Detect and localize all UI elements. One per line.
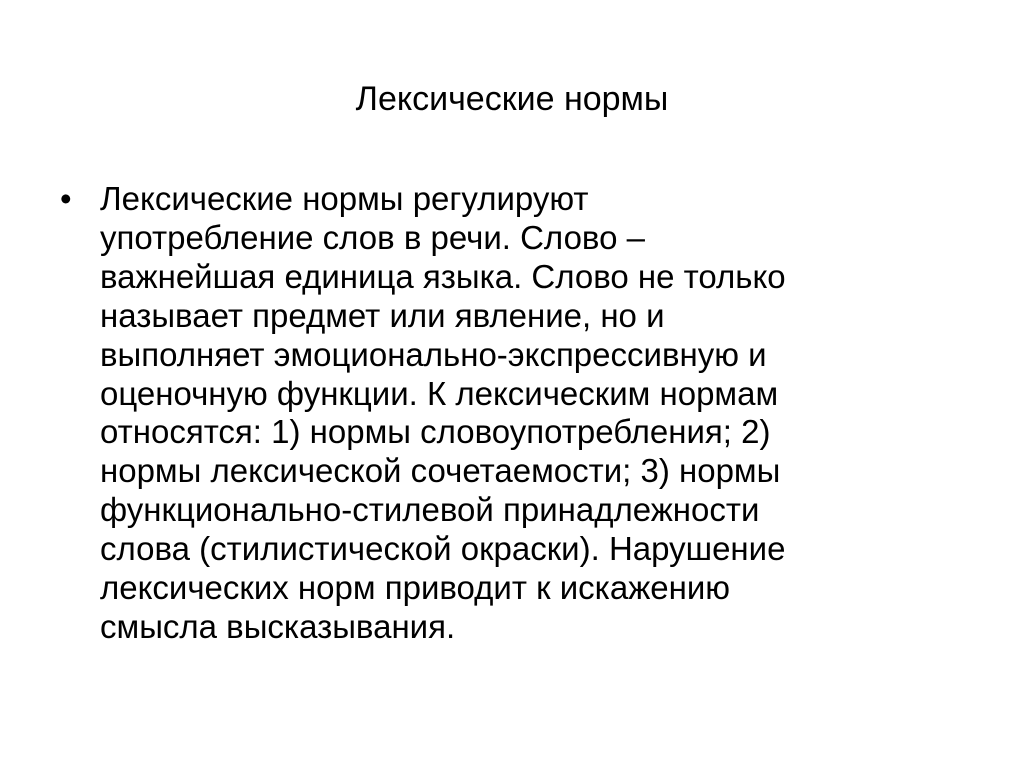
bullet-item — [60, 180, 960, 647]
bullet-text-line: нормы лексической сочетаемости; 3) нормы — [100, 452, 781, 490]
bullet-text-line: важнейшая единица языка. Слово не только — [100, 257, 786, 295]
bullet-text-line: называет предмет или явление, но и — [100, 296, 665, 334]
bullet-text-line: употребление слов в речи. Слово – — [100, 218, 645, 256]
bullet-text-line: оценочную функции. К лексическим нормам — [100, 374, 779, 412]
bullet-dot-icon: • — [60, 180, 72, 217]
bullet-list — [60, 180, 960, 647]
bullet-text-line: лексических норм приводит к искажению — [100, 569, 731, 607]
bullet-text-line: функционально-стилевой принадлежности — [100, 491, 760, 529]
bullet-text-line: выполняет эмоционально-экспрессивную и — [100, 335, 767, 373]
bullet-text-line: смысла высказывания. — [100, 607, 456, 645]
bullet-text-line: слова (стилистической окраски). Нарушение — [100, 530, 786, 568]
bullet-text-line: относятся: 1) нормы словоупотребления; 2) — [100, 413, 771, 451]
slide-title: Лексические нормы — [355, 80, 669, 118]
bullet-text-line: Лексические нормы регулируют — [100, 180, 589, 217]
